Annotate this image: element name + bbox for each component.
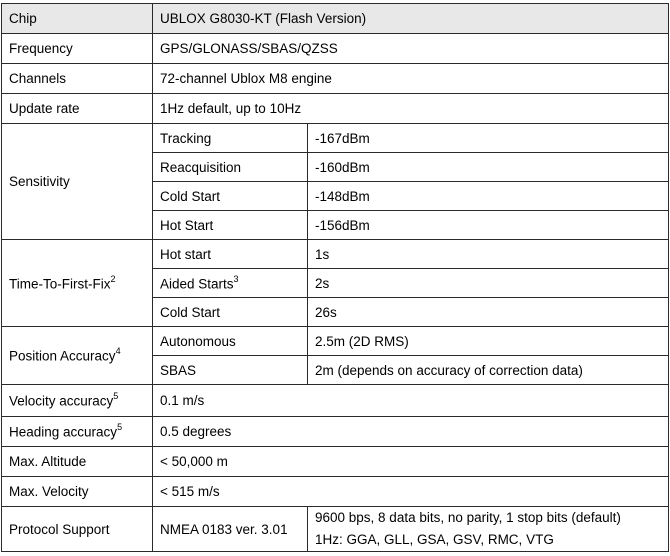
heading-accuracy-label-cell [2,417,153,447]
table-row [2,124,669,153]
table-header-row [2,4,669,34]
ttff-aided-label-cell [153,269,308,298]
sensitivity-label: Sensitivity [2,124,153,240]
sensitivity-tracking-label: Tracking [153,124,308,153]
max-altitude-value: < 50,000 m [153,447,669,477]
spec-table [1,3,669,552]
protocol-details-line-2: 1Hz: GGA, GLL, GSA, GSV, RMC, VTG [315,532,554,547]
sensitivity-reacquisition-label: Reacquisition [153,153,308,182]
protocol-details [308,507,669,552]
position-accuracy-label-cell [2,327,153,385]
table-row [2,417,669,447]
ttff-aided-label: Aided Starts [160,276,234,292]
max-velocity-value: < 515 m/s [153,477,669,507]
ttff-label-cell [2,240,153,327]
ttff-hot-start-value: 1s [308,240,669,269]
sensitivity-cold-start-value: -148dBm [308,182,669,211]
channels-value: 72-channel Ublox M8 engine [153,64,669,94]
table-row [2,447,669,477]
velocity-accuracy-label: Velocity accuracy [9,393,114,409]
ttff-hot-start-label: Hot start [153,240,308,269]
ttff-footnote: 2 [110,273,116,284]
ttff-aided-footnote: 3 [233,273,239,284]
table-row [2,507,669,552]
protocol-standard: NMEA 0183 ver. 3.01 [153,507,308,552]
sensitivity-hot-start-label: Hot Start [153,211,308,240]
ttff-aided-value: 2s [308,269,669,298]
max-velocity-label: Max. Velocity [2,477,153,507]
ttff-cold-start-label: Cold Start [153,298,308,327]
sensitivity-tracking-value: -167dBm [308,124,669,153]
protocol-label: Protocol Support [2,507,153,552]
table-row [2,240,669,269]
table-row [2,94,669,124]
update-rate-value: 1Hz default, up to 10Hz [153,94,669,124]
chip-value: UBLOX G8030-KT (Flash Version) [153,4,669,34]
sensitivity-hot-start-value: -156dBm [308,211,669,240]
position-autonomous-label: Autonomous [153,327,308,356]
position-accuracy-footnote: 4 [115,346,121,357]
position-sbas-label: SBAS [153,356,308,385]
position-autonomous-value: 2.5m (2D RMS) [308,327,669,356]
sensitivity-cold-start-label: Cold Start [153,182,308,211]
max-altitude-label: Max. Altitude [2,447,153,477]
position-accuracy-label: Position Accuracy [9,348,116,364]
channels-label: Channels [2,64,153,94]
sensitivity-reacquisition-value: -160dBm [308,153,669,182]
position-sbas-value: 2m (depends on accuracy of correction data) [308,356,669,385]
chip-label: Chip [2,4,153,34]
velocity-accuracy-value: 0.1 m/s [153,385,669,417]
heading-accuracy-label: Heading accuracy [9,424,118,440]
protocol-details-line-1: 9600 bps, 8 data bits, no parity, 1 stop bits (default) [315,510,621,525]
heading-accuracy-value: 0.5 degrees [153,417,669,447]
table-row [2,477,669,507]
table-row [2,34,669,64]
heading-accuracy-footnote: 5 [117,422,123,433]
ttff-label: Time-To-First-Fix [9,276,111,292]
frequency-value: GPS/GLONASS/SBAS/QZSS [153,34,669,64]
frequency-label: Frequency [2,34,153,64]
update-rate-label: Update rate [2,94,153,124]
table-row [2,64,669,94]
velocity-accuracy-footnote: 5 [113,391,119,402]
ttff-cold-start-value: 26s [308,298,669,327]
table-row [2,385,669,417]
table-row [2,327,669,356]
velocity-accuracy-label-cell [2,385,153,417]
